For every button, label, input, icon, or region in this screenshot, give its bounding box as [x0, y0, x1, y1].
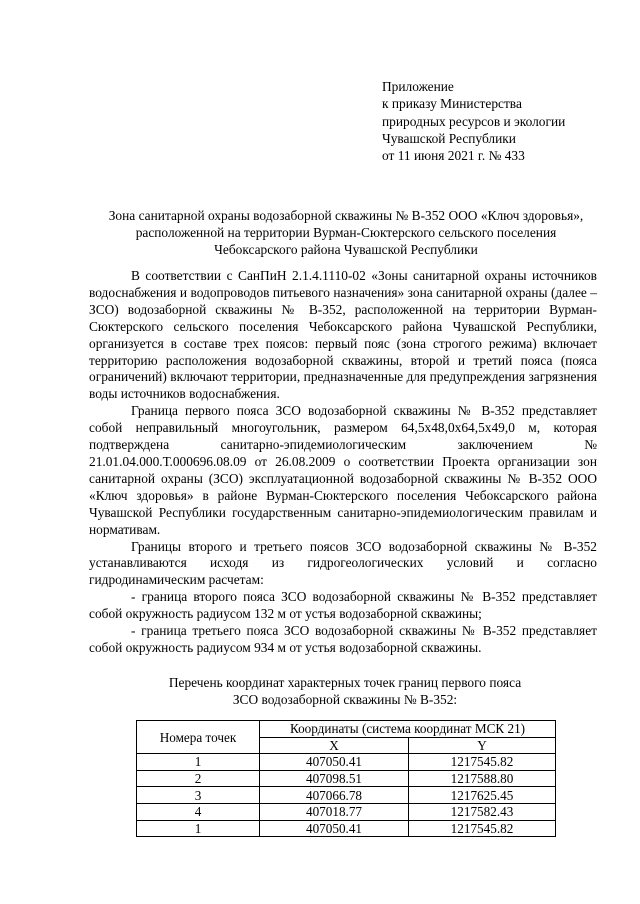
cell-y: 1217588.80: [409, 770, 556, 787]
table-row: [137, 754, 556, 771]
cell-x: 407050.41: [260, 754, 409, 771]
cell-x: 407098.51: [260, 770, 409, 787]
header-points: Номера точек: [137, 721, 260, 754]
header-y: Y: [409, 737, 556, 754]
header-coordinates: Координаты (система координат МСК 21): [260, 721, 556, 738]
cell-point-number: 1: [137, 754, 260, 771]
header-x: X: [260, 737, 409, 754]
appendix-line: от 11 июня 2021 г. № 433: [382, 148, 525, 164]
paragraph: В соответствии с СанПиН 2.1.4.1110-02 «Зоны санитарной охраны источников водоснабжения и водопроводов питьевого назначения» зона санитарной охраны (далее – ЗСО) водозаборной скважины № В-352, расположенной на территории Вурман-Сюктерского сельского поселения Чебоксарского района Чувашской Республики, организуется в составе трех поясов: первый пояс (зона строгого режима) включает территорию расположения водозаборной скважины, второй и третий пояса (пояса ограничений) включают территории, предназначенные для предупреждения загрязнения воды источников водоснабжения.: [89, 268, 597, 402]
appendix-line: Чувашской Республики: [382, 130, 516, 146]
appendix-line: природных ресурсов и экологии: [382, 113, 566, 129]
cell-y: 1217582.43: [409, 803, 556, 820]
document-title: [76, 207, 616, 259]
title-line: Чебоксарского района Чувашской Республики: [214, 242, 478, 258]
table-row: [137, 803, 556, 820]
cell-x: 407050.41: [260, 820, 409, 837]
table-row: [137, 820, 556, 837]
document-body: [89, 268, 597, 657]
cell-y: 1217545.82: [409, 754, 556, 771]
appendix-header: [382, 78, 612, 164]
coordinates-table: [136, 720, 556, 837]
paragraph: Границы второго и третьего поясов ЗСО водозаборной скважины № В-352 устанавливаются исходя из гидрогеологических условий и согласно гидродинамическим расчетам:: [89, 538, 597, 588]
caption-line: Перечень координат характерных точек границ первого пояса: [168, 675, 522, 690]
cell-point-number: 3: [137, 787, 260, 804]
appendix-line: Приложение: [382, 79, 454, 94]
table-body: [137, 754, 556, 837]
caption-line: ЗСО водозаборной скважины № В-352:: [232, 692, 458, 707]
paragraph-list-item: - граница второго пояса ЗСО водозаборной скважины № В-352 представляет собой окружность радиусом 132 м от устья водозаборной скважины;: [89, 589, 597, 622]
paragraph-list-item: - граница третьего пояса ЗСО водозаборной скважины № В-352 представляет собой окружность радиусом 934 м от устья водозаборной скважины.: [89, 623, 597, 655]
table-header-row: [137, 721, 556, 738]
appendix-line: к приказу Министерства: [382, 96, 522, 112]
table-row: [137, 787, 556, 804]
cell-point-number: 1: [137, 820, 260, 837]
table-caption: [120, 674, 570, 708]
cell-y: 1217625.45: [409, 787, 556, 804]
cell-point-number: 2: [137, 770, 260, 787]
cell-y: 1217545.82: [409, 820, 556, 837]
cell-x: 407018.77: [260, 803, 409, 820]
cell-point-number: 4: [137, 803, 260, 820]
title-line: Зона санитарной охраны водозаборной скважины № В-352 ООО «Ключ здоровья»,: [108, 208, 584, 223]
table-row: [137, 770, 556, 787]
paragraph: Граница первого пояса ЗСО водозаборной скважины № В-352 представляет собой неправильный многоугольник, размером 64,5х48,0х64,5х49,0 м, которая подтверждена санитарно-эпидемиологическим заключением № 21.01.04.000.Т.000696.08.09 от 26.08.2009 о соответствии Проекта организации зон санитарной охраны (ЗСО) эксплуатационной водозаборной скважины № В-352 ООО «Ключ здоровья» в районе Вурман-Сюктерского поселения Чебоксарского района Чувашской Республики государственным санитарно-эпидемиологическим правилам и нормативам.: [89, 403, 597, 537]
cell-x: 407066.78: [260, 787, 409, 804]
title-line: расположенной на территории Вурман-Сюктерского сельского поселения: [135, 225, 557, 241]
